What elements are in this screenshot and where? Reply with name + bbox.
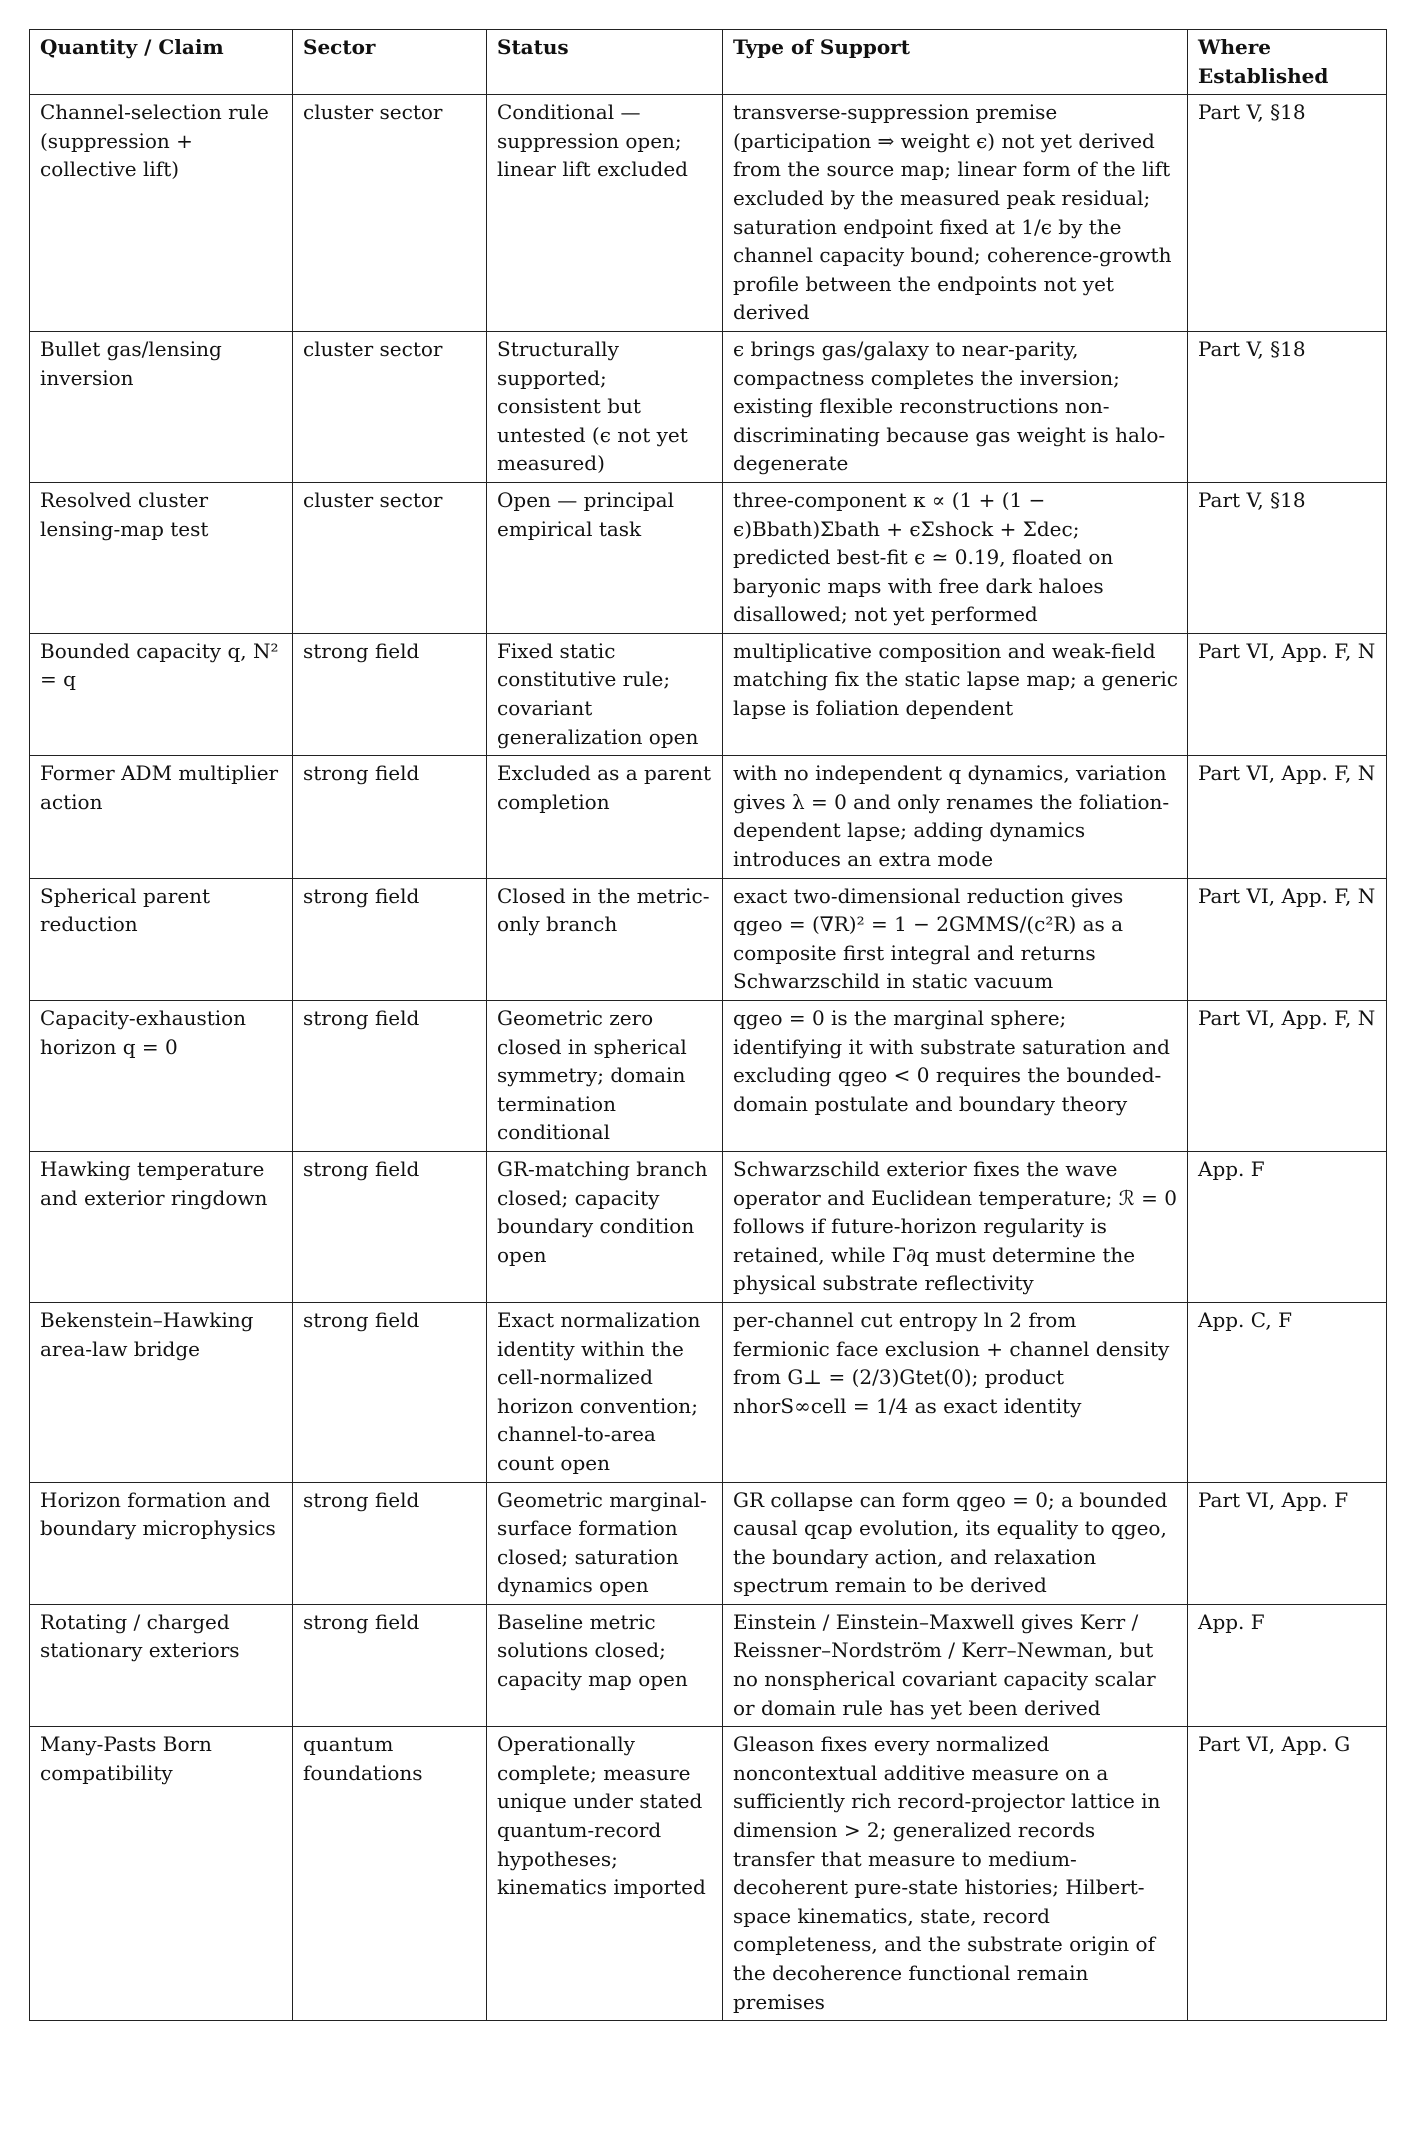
cell-status: Fixed static constitutive rule; covariant generalization open bbox=[487, 633, 723, 755]
cell-status: Geometric zero closed in spherical symmetry; domain termination conditional bbox=[487, 1001, 723, 1152]
cell-sector: cluster sector bbox=[293, 482, 487, 633]
header-type-of-support: Type of Support bbox=[723, 30, 1188, 95]
cell-sector: strong field bbox=[293, 1151, 487, 1302]
cell-where-established: Part VI, App. F, N bbox=[1188, 633, 1387, 755]
cell-type-of-support: Einstein / Einstein–Maxwell gives Kerr / Reissner–Nordström / Kerr–Newman, but no nonspherical covariant capacity scalar or domain rule has yet been derived bbox=[723, 1604, 1188, 1726]
table-row bbox=[30, 331, 1387, 482]
cell-status: Open — principal empirical task bbox=[487, 482, 723, 633]
cell-sector: strong field bbox=[293, 878, 487, 1000]
cell-sector: strong field bbox=[293, 1302, 487, 1482]
table-row bbox=[30, 878, 1387, 1000]
cell-type-of-support: exact two-dimensional reduction gives qgeo = (∇R)² = 1 − 2GMMS/(c²R) as a composite first integral and returns Schwarzschild in static vacuum bbox=[723, 878, 1188, 1000]
cell-sector: strong field bbox=[293, 756, 487, 878]
cell-where-established: Part V, §18 bbox=[1188, 95, 1387, 332]
cell-status: Closed in the metric-only branch bbox=[487, 878, 723, 1000]
table-row bbox=[30, 1001, 1387, 1152]
table-row bbox=[30, 756, 1387, 878]
cell-where-established: Part VI, App. F, N bbox=[1188, 1001, 1387, 1152]
table-row bbox=[30, 482, 1387, 633]
cell-where-established: Part V, §18 bbox=[1188, 331, 1387, 482]
cell-type-of-support: GR collapse can form qgeo = 0; a bounded causal qcap evolution, its equality to qgeo, the boundary action, and relaxation spectrum remain to be derived bbox=[723, 1482, 1188, 1604]
cell-quantity-claim: Bullet gas/lensing inversion bbox=[30, 331, 293, 482]
cell-type-of-support: qgeo = 0 is the marginal sphere; identifying it with substrate saturation and excluding qgeo < 0 requires the bounded-domain postulate and boundary theory bbox=[723, 1001, 1188, 1152]
cell-status: Baseline metric solutions closed; capacity map open bbox=[487, 1604, 723, 1726]
table-row bbox=[30, 1482, 1387, 1604]
cell-quantity-claim: Horizon formation and boundary microphysics bbox=[30, 1482, 293, 1604]
cell-quantity-claim: Spherical parent reduction bbox=[30, 878, 293, 1000]
cell-status: GR-matching branch closed; capacity boundary condition open bbox=[487, 1151, 723, 1302]
cell-type-of-support: per-channel cut entropy ln 2 from fermionic face exclusion + channel density from G⊥ = (2/3)Gtet(0); product nhorS∞cell = 1/4 as exact identity bbox=[723, 1302, 1188, 1482]
cell-quantity-claim: Hawking temperature and exterior ringdown bbox=[30, 1151, 293, 1302]
cell-sector: strong field bbox=[293, 633, 487, 755]
table-row bbox=[30, 95, 1387, 332]
cell-type-of-support: multiplicative composition and weak-field matching fix the static lapse map; a generic lapse is foliation dependent bbox=[723, 633, 1188, 755]
header-status: Status bbox=[487, 30, 723, 95]
table-body bbox=[30, 95, 1387, 2021]
cell-type-of-support: Schwarzschild exterior fixes the wave operator and Euclidean temperature; ℛ = 0 follows if future-horizon regularity is retained, while Γ∂q must determine the physical substrate reflectivity bbox=[723, 1151, 1188, 1302]
table-row bbox=[30, 633, 1387, 755]
cell-where-established: Part VI, App. G bbox=[1188, 1727, 1387, 2021]
cell-where-established: Part VI, App. F bbox=[1188, 1482, 1387, 1604]
cell-quantity-claim: Bekenstein–Hawking area-law bridge bbox=[30, 1302, 293, 1482]
header-quantity-claim: Quantity / Claim bbox=[30, 30, 293, 95]
results-table-container bbox=[29, 29, 1386, 2021]
cell-sector: cluster sector bbox=[293, 95, 487, 332]
cell-status: Operationally complete; measure unique under stated quantum-record hypotheses; kinematics imported bbox=[487, 1727, 723, 2021]
cell-sector: cluster sector bbox=[293, 331, 487, 482]
cell-status: Structurally supported; consistent but untested (ϵ not yet measured) bbox=[487, 331, 723, 482]
header-where-established: Where Established bbox=[1188, 30, 1387, 95]
cell-status: Conditional — suppression open; linear lift excluded bbox=[487, 95, 723, 332]
cell-where-established: App. F bbox=[1188, 1604, 1387, 1726]
table-row bbox=[30, 1727, 1387, 2021]
cell-quantity-claim: Channel-selection rule (suppression + collective lift) bbox=[30, 95, 293, 332]
cell-quantity-claim: Rotating / charged stationary exteriors bbox=[30, 1604, 293, 1726]
cell-status: Geometric marginal-surface formation closed; saturation dynamics open bbox=[487, 1482, 723, 1604]
table-header bbox=[30, 30, 1387, 95]
cell-where-established: Part VI, App. F, N bbox=[1188, 756, 1387, 878]
cell-type-of-support: three-component κ ∝ (1 + (1 − ϵ)Bbath)Σbath + ϵΣshock + Σdec; predicted best-fit ϵ ≃ 0.19, floated on baryonic maps with free dark haloes disallowed; not yet performed bbox=[723, 482, 1188, 633]
cell-quantity-claim: Resolved cluster lensing-map test bbox=[30, 482, 293, 633]
claims-status-table bbox=[29, 29, 1387, 2021]
cell-type-of-support: with no independent q dynamics, variation gives λ = 0 and only renames the foliation-dependent lapse; adding dynamics introduces an extra mode bbox=[723, 756, 1188, 878]
cell-status: Exact normalization identity within the cell-normalized horizon convention; channel-to-area count open bbox=[487, 1302, 723, 1482]
cell-quantity-claim: Many-Pasts Born compatibility bbox=[30, 1727, 293, 2021]
header-sector: Sector bbox=[293, 30, 487, 95]
cell-type-of-support: Gleason fixes every normalized noncontextual additive measure on a sufficiently rich record-projector lattice in dimension > 2; generalized records transfer that measure to medium-decoherent pure-state histories; Hilbert-space kinematics, state, record completeness, and the substrate origin of the decoherence functional remain premises bbox=[723, 1727, 1188, 2021]
cell-quantity-claim: Capacity-exhaustion horizon q = 0 bbox=[30, 1001, 293, 1152]
cell-status: Excluded as a parent completion bbox=[487, 756, 723, 878]
cell-quantity-claim: Former ADM multiplier action bbox=[30, 756, 293, 878]
cell-quantity-claim: Bounded capacity q, N² = q bbox=[30, 633, 293, 755]
table-row bbox=[30, 1604, 1387, 1726]
table-row bbox=[30, 1302, 1387, 1482]
header-row bbox=[30, 30, 1387, 95]
cell-sector: strong field bbox=[293, 1001, 487, 1152]
cell-where-established: App. F bbox=[1188, 1151, 1387, 1302]
cell-where-established: Part VI, App. F, N bbox=[1188, 878, 1387, 1000]
cell-type-of-support: ϵ brings gas/galaxy to near-parity, compactness completes the inversion; existing flexible reconstructions non-discriminating because gas weight is halo-degenerate bbox=[723, 331, 1188, 482]
cell-where-established: App. C, F bbox=[1188, 1302, 1387, 1482]
cell-sector: strong field bbox=[293, 1482, 487, 1604]
cell-sector: strong field bbox=[293, 1604, 487, 1726]
table-row bbox=[30, 1151, 1387, 1302]
cell-where-established: Part V, §18 bbox=[1188, 482, 1387, 633]
cell-type-of-support: transverse-suppression premise (participation ⇒ weight ϵ) not yet derived from the source map; linear form of the lift excluded by the measured peak residual; saturation endpoint fixed at 1/ϵ by the channel capacity bound; coherence-growth profile between the endpoints not yet derived bbox=[723, 95, 1188, 332]
cell-sector: quantum foundations bbox=[293, 1727, 487, 2021]
